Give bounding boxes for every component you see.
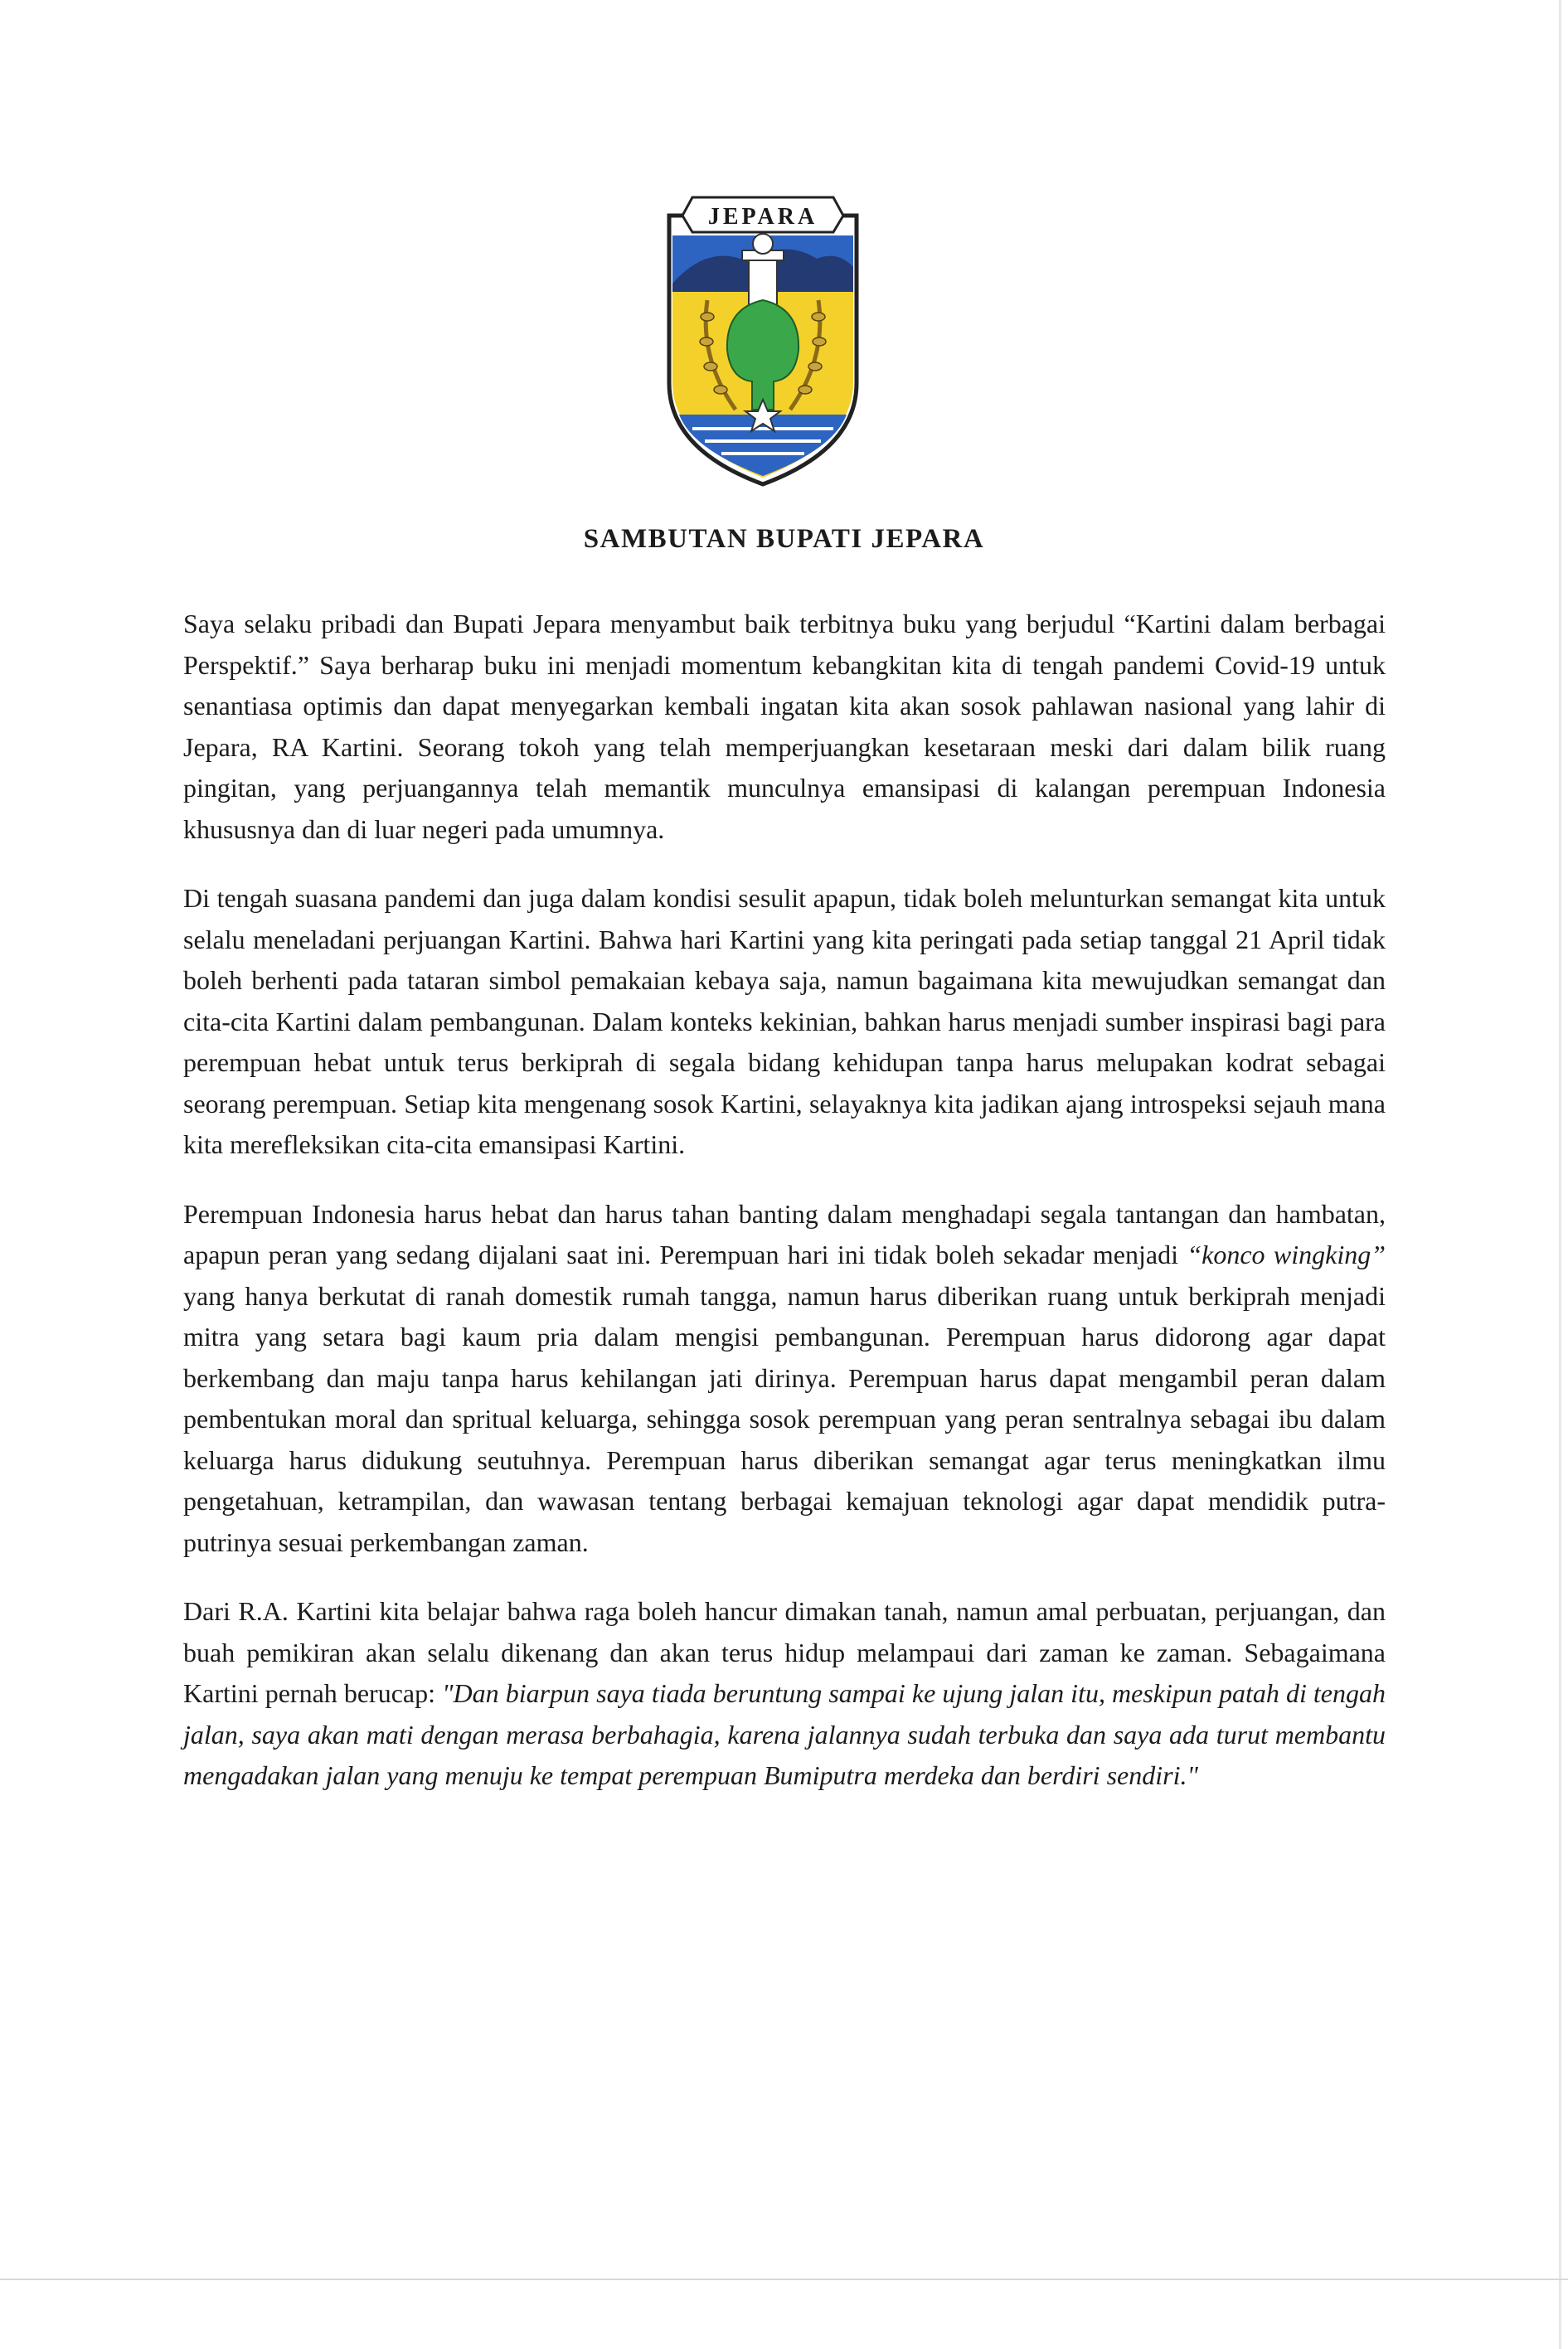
body-text: [183, 604, 1386, 1825]
paragraph-3: [183, 1194, 1386, 1564]
page-bottom-edge: [0, 2279, 1568, 2280]
page-title: SAMBUTAN BUPATI JEPARA: [583, 524, 985, 554]
scan-edge: [1559, 0, 1561, 2349]
paragraph-4-text-start: Dari R.A. Kartini kita belajar bahwa raga boleh hancur dimakan tanah, namun amal perbuatan, perjuangan, dan buah pemikiran akan selalu dikenang dan akan terus hidup melampaui dari zaman ke zaman. Sebagaimana Kartini pernah berucap:: [183, 1596, 1386, 1708]
paragraph-4: [183, 1591, 1386, 1797]
crest-banner-text: JEPARA: [707, 204, 818, 230]
paragraph-3-text-start: Perempuan Indonesia harus hebat dan harus tahan banting dalam menghadapi segala tantangan dan hambatan, apapun peran yang sedang dijalani saat ini. Perempuan hari ini tidak boleh sekadar menjadi: [183, 1198, 1386, 1269]
paragraph-2: Di tengah suasana pandemi dan juga dalam kondisi sesulit apapun, tidak boleh melunturkan semangat kita untuk selalu meneladani perjuangan Kartini. Bahwa hari Kartini yang kita peringati pada setiap tanggal 21 April tidak boleh berhenti pada tataran simbol pemakaian kebaya saja, namun bagaimana kita mewujudkan semangat dan cita-cita Kartini dalam pembangunan. Dalam konteks kekinian, bahkan harus menjadi sumber inspirasi bagi para perempuan hebat untuk terus berkiprah di segala bidang kehidupan tanpa harus melupakan kodrat sebagai seorang perempuan. Setiap kita mengenang sosok Kartini, selayaknya kita jadikan ajang introspeksi sejauh mana kita merefleksikan cita-cita emansipasi Kartini.: [183, 883, 1386, 1159]
paragraph-3-text-end: yang hanya berkutat di ranah domestik rumah tangga, namun harus diberikan ruang untuk berkiprah menjadi mitra yang setara bagi kaum pria dalam mengisi pembangunan. Perempuan harus didorong agar dapat berkembang dan maju tanpa harus kehilangan jati dirinya. Perempuan harus dapat mengambil peran dalam pembentukan moral dan spritual keluarga, sehingga sosok perempuan yang peran sentralnya sebagai ibu dalam keluarga harus didukung seutuhnya. Perempuan harus diberikan semangat agar terus meningkatkan ilmu pengetahuan, ketrampilan, dan wawasan tentang berbagai kemajuan teknologi agar dapat mendidik putra-putrinya sesuai perkembangan zaman.: [183, 1280, 1386, 1557]
jepara-crest-icon: [659, 192, 867, 491]
paragraph-3-italic-phrase: “konco wingking”: [1187, 1240, 1386, 1269]
paragraph-4-kartini-quote: "Dan biarpun saya tiada beruntung sampai ke ujung jalan itu, meskipun patah di tengah jalan, saya akan mati dengan merasa berbahagia, karena jalannya sudah terbuka dan saya ada turut membantu mengadakan jalan yang menuju ke tempat perempuan Bumiputra merdeka dan berdiri sendiri.": [183, 1678, 1386, 1790]
paragraph-1: Saya selaku pribadi dan Bupati Jepara menyambut baik terbitnya buku yang berjudul “Kartini dalam berbagai Perspektif.” Saya berharap buku ini menjadi momentum kebangkitan kita di tengah pandemi Covid-19 untuk senantiasa optimis dan dapat menyegarkan kembali ingatan kita akan sosok pahlawan nasional yang lahir di Jepara, RA Kartini. Seorang tokoh yang telah memperjuangkan kesetaraan meski dari dalam bilik ruang pingitan, yang perjuangannya telah memantik munculnya emansipasi di kalangan perempuan Indonesia khususnya dan di luar negeri pada umumnya.: [183, 609, 1386, 844]
